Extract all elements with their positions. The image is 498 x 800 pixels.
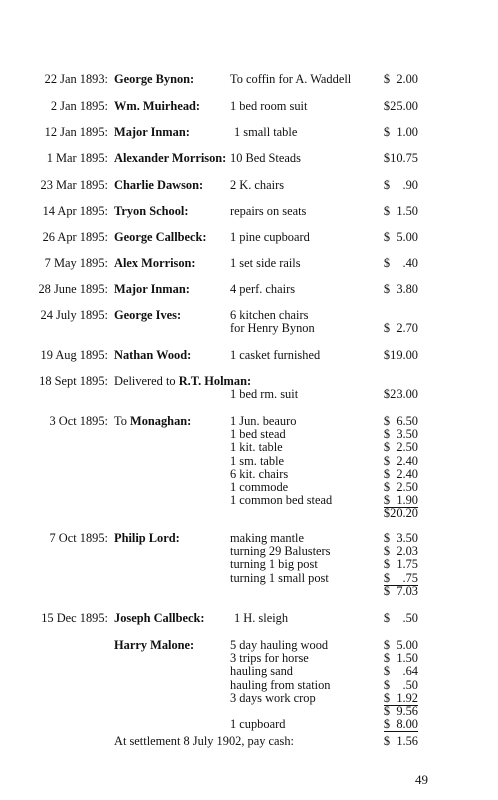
ledger-line: [0, 544, 498, 558]
amount-value: $ .75: [383, 570, 418, 585]
amount-value: $ 2.40: [383, 453, 418, 468]
entry-label-prefix: To: [114, 414, 130, 428]
customer-name: Wm. Muirhead:: [114, 99, 201, 113]
entry-date: 7 Oct 1895:: [49, 531, 108, 545]
entry-date: 28 June 1895:: [38, 282, 108, 296]
item-amount: [382, 584, 418, 598]
item-amount: [382, 427, 418, 441]
amount-value: $ 1.00: [383, 125, 418, 139]
ledger-line: [0, 493, 498, 507]
item-description: hauling from station: [230, 677, 331, 692]
customer-name: Alex Morrison:: [114, 256, 196, 270]
ledger-line: [0, 374, 498, 388]
entry-label: [114, 414, 191, 428]
item-amount: [382, 734, 418, 748]
ledger-line: [0, 704, 498, 718]
ledger-line: [0, 531, 498, 545]
ledger-line: [0, 440, 498, 454]
entry-label: [114, 734, 294, 748]
item-description: 6 kit. chairs: [230, 466, 289, 481]
item-amount: [382, 691, 418, 705]
item-amount: [382, 454, 418, 468]
ledger-line: [0, 717, 498, 731]
customer-name: Major Inman:: [114, 282, 190, 296]
amount-value: $ 1.56: [383, 734, 418, 748]
item-amount: [382, 414, 418, 428]
entry-date: 23 Mar 1895:: [40, 178, 108, 192]
item-amount: [382, 544, 418, 558]
ledger-line: [0, 678, 498, 692]
amount-value: $ 2.00: [383, 72, 418, 86]
customer-name: George Callbeck:: [114, 230, 207, 244]
item-description: hauling sand: [230, 664, 293, 679]
ledger-line: [0, 387, 498, 401]
ledger-line: [0, 178, 498, 192]
ledger-line: [0, 321, 498, 335]
ledger-line: [0, 651, 498, 665]
amount-value: $25.00: [383, 99, 418, 113]
item-amount: [382, 531, 418, 545]
item-amount: [382, 72, 418, 86]
amount-value: $10.75: [383, 151, 418, 165]
item-description: 1 Jun. beauro: [230, 414, 297, 428]
ledger-line: [0, 480, 498, 494]
amount-value: $19.00: [383, 348, 418, 362]
ledger-line: [0, 454, 498, 468]
entry-date: 15 Dec 1895:: [41, 611, 108, 625]
ledger-line: [0, 584, 498, 598]
entry-date: 22 Jan 1893:: [44, 72, 108, 86]
ledger-line: [0, 611, 498, 625]
customer-name: Philip Lord:: [114, 531, 180, 545]
item-amount: [382, 178, 418, 192]
ledger-line: [0, 151, 498, 165]
customer-name: Harry Malone:: [114, 638, 195, 652]
item-description: 1 common bed stead: [230, 493, 333, 508]
item-description: 5 day hauling wood: [230, 638, 329, 652]
item-description: making mantle: [230, 531, 304, 545]
page-number: 49: [415, 772, 428, 787]
item-description: 1 small table: [234, 125, 298, 139]
item-amount: [382, 387, 418, 401]
entry-date: 24 July 1895:: [40, 308, 108, 322]
item-amount: [382, 651, 418, 665]
amount-value: $ .50: [383, 611, 418, 625]
entry-date: 3 Oct 1895:: [49, 414, 108, 428]
customer-name: Alexander Morrison:: [114, 151, 227, 165]
amount-value: $ 1.92: [383, 690, 418, 705]
amount-value: $ 2.70: [383, 321, 418, 336]
item-description: 1 set side rails: [230, 256, 301, 270]
item-amount: [382, 467, 418, 481]
customer-name: R.T. Holman:: [178, 374, 252, 388]
amount-value: $ .64: [383, 664, 418, 679]
customer-name: Joseph Callbeck:: [114, 611, 205, 625]
item-description: turning 1 small post: [230, 570, 329, 585]
item-amount: [382, 151, 418, 165]
item-amount: [382, 678, 418, 692]
item-description: 3 days work crop: [230, 690, 316, 705]
customer-name: George Ives:: [114, 308, 182, 322]
amount-value: $ 2.40: [383, 466, 418, 481]
item-description: repairs on seats: [230, 204, 307, 218]
item-amount: [382, 717, 418, 731]
item-amount: [382, 204, 418, 218]
amount-value: $ 2.50: [383, 440, 418, 455]
entry-date: 7 May 1895:: [44, 256, 108, 270]
ledger-line: [0, 414, 498, 428]
ledger-line: [0, 571, 498, 585]
item-amount: [382, 480, 418, 494]
item-description: 1 bed stead: [230, 427, 286, 442]
ledger-line: [0, 282, 498, 296]
customer-name: Nathan Wood:: [114, 348, 192, 362]
ledger-line: [0, 230, 498, 244]
item-amount: [382, 557, 418, 571]
item-description: 1 cupboard: [230, 717, 286, 732]
item-description: 1 bed rm. suit: [230, 387, 299, 402]
item-description: 1 casket furnished: [230, 348, 321, 362]
ledger-line: [0, 308, 498, 322]
item-amount: [382, 230, 418, 244]
item-description: 1 kit. table: [230, 440, 283, 455]
amount-value: $ 1.50: [383, 651, 418, 666]
customer-name: Charlie Dawson:: [114, 178, 204, 192]
amount-value: $ .90: [383, 178, 418, 192]
item-description: 3 trips for horse: [230, 651, 309, 666]
item-description: for Henry Bynon: [230, 321, 315, 336]
amount-value: $ 1.90: [383, 493, 418, 508]
item-amount: [382, 321, 418, 335]
item-amount: [382, 440, 418, 454]
item-description: 10 Bed Steads: [230, 151, 301, 165]
amount-value: $23.00: [383, 387, 418, 402]
item-amount: [382, 638, 418, 652]
ledger-line: [0, 691, 498, 705]
ledger-line: [0, 638, 498, 652]
entry-date: 2 Jan 1895:: [50, 99, 108, 113]
ledger-line: [0, 256, 498, 270]
ledger-line: [0, 99, 498, 113]
customer-name: Monaghan:: [130, 414, 192, 428]
amount-value: $ 7.03: [383, 583, 418, 598]
amount-value: $ 3.80: [383, 282, 418, 296]
item-amount: [382, 99, 418, 113]
item-description: 1 bed room suit: [230, 99, 308, 113]
item-amount: [382, 704, 418, 718]
entry-date: 12 Jan 1895:: [44, 125, 108, 139]
item-description: 2 K. chairs: [230, 178, 285, 192]
item-amount: [382, 611, 418, 625]
amount-value: $ 2.50: [383, 480, 418, 494]
item-description: 4 perf. chairs: [230, 282, 296, 296]
amount-value: $ 3.50: [383, 427, 418, 442]
amount-value: $ 3.50: [383, 531, 418, 545]
ledger-line: [0, 506, 498, 520]
amount-value: $ 5.00: [383, 638, 418, 652]
amount-value: $20.20: [383, 506, 418, 521]
amount-value: $ 5.00: [383, 230, 418, 244]
item-amount: [382, 348, 418, 362]
ledger-line: [0, 72, 498, 86]
item-amount: [382, 282, 418, 296]
item-description: turning 29 Balusters: [230, 544, 331, 559]
item-amount: [382, 493, 418, 507]
entry-label: [114, 374, 251, 388]
customer-name: Tryon School:: [114, 204, 189, 218]
amount-value: $ 2.03: [383, 544, 418, 559]
item-amount: [382, 125, 418, 139]
item-description: turning 1 big post: [230, 557, 318, 572]
ledger-line: [0, 734, 498, 748]
amount-value: $ .40: [383, 256, 418, 270]
item-description: 1 commode: [230, 480, 289, 494]
item-description: 1 H. sleigh: [234, 611, 289, 625]
entry-label-prefix: At settlement 8 July 1902, pay cash:: [114, 734, 294, 748]
ledger-line: [0, 467, 498, 481]
ledger-line: [0, 204, 498, 218]
item-description: 1 sm. table: [230, 453, 285, 468]
ledger-line: [0, 125, 498, 139]
entry-date: 26 Apr 1895:: [42, 230, 108, 244]
item-description: 6 kitchen chairs: [230, 308, 309, 322]
customer-name: George Bynon:: [114, 72, 195, 86]
item-amount: [382, 571, 418, 585]
customer-name: Major Inman:: [114, 125, 190, 139]
ledger-line: [0, 557, 498, 571]
amount-value: $ .50: [383, 677, 418, 692]
amount-value: $ 6.50: [383, 414, 418, 428]
item-amount: [382, 256, 418, 270]
entry-date: 18 Sept 1895:: [39, 374, 108, 388]
amount-value: $ 8.00: [383, 717, 418, 732]
item-description: 1 pine cupboard: [230, 230, 310, 244]
entry-label-prefix: Delivered to: [114, 374, 179, 388]
amount-value: $ 9.56: [383, 704, 418, 718]
entry-date: 1 Mar 1895:: [46, 151, 108, 165]
entry-date: 14 Apr 1895:: [42, 204, 108, 218]
entry-date: 19 Aug 1895:: [40, 348, 108, 362]
item-amount: [382, 664, 418, 678]
amount-value: $ 1.50: [383, 204, 418, 218]
ledger-line: [0, 664, 498, 678]
ledger-line: [0, 427, 498, 441]
ledger-line: [0, 348, 498, 362]
item-description: To coffin for A. Waddell: [230, 72, 352, 86]
amount-value: $ 1.75: [383, 557, 418, 572]
item-amount: [382, 506, 418, 520]
